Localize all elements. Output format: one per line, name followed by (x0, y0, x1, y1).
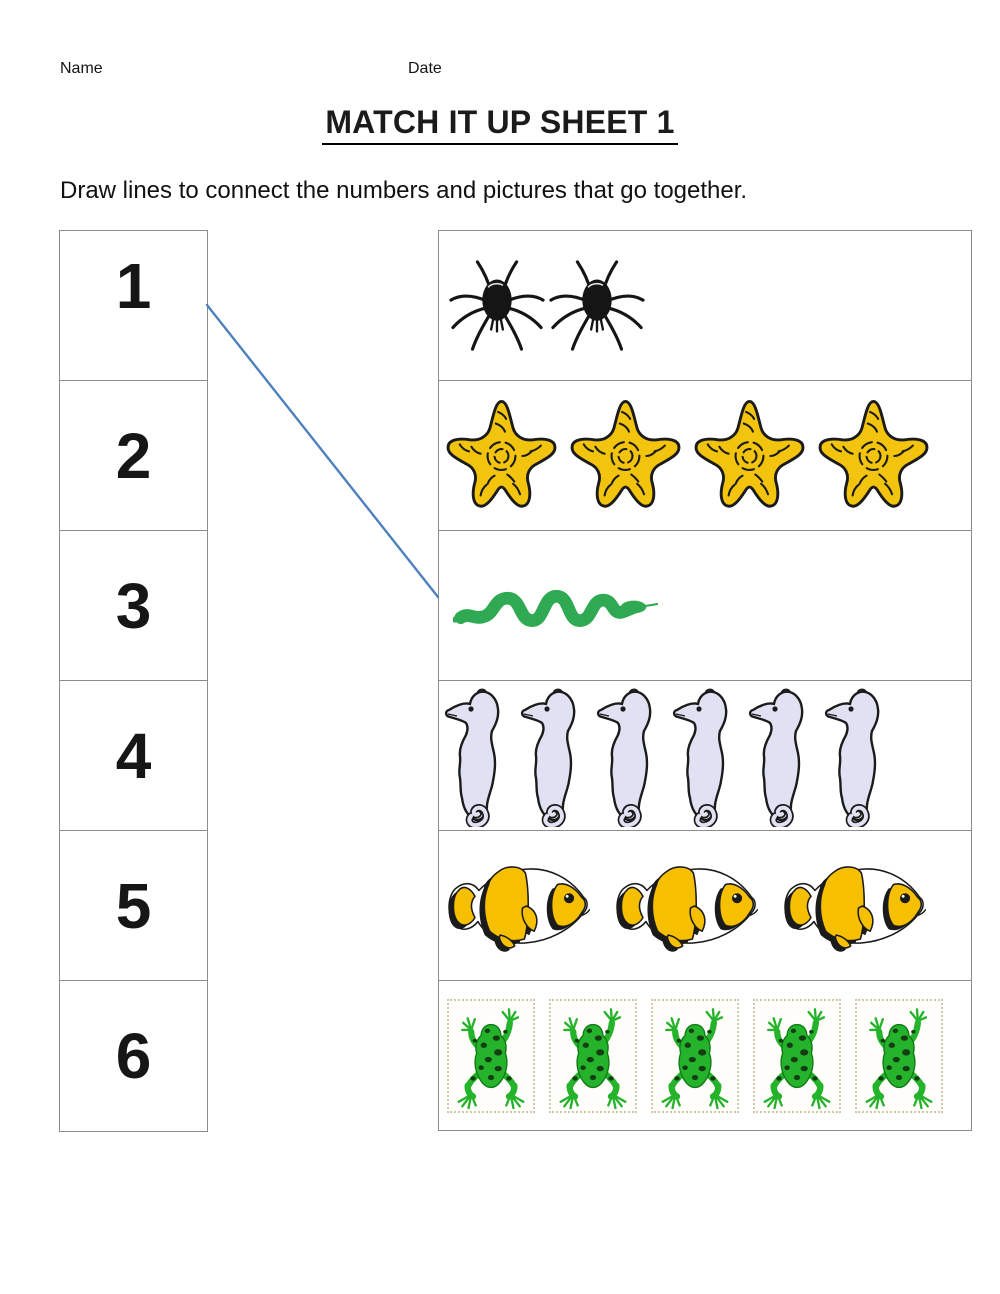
frog-icon (447, 999, 535, 1113)
picture-row-starfish[interactable] (439, 381, 971, 531)
seahorse-icon (745, 685, 821, 827)
numbers-column (59, 230, 208, 1132)
picture-row-snake[interactable] (439, 531, 971, 681)
spider-icon (547, 257, 647, 355)
example-match-line (207, 305, 438, 597)
frog-icon (855, 999, 943, 1113)
number-label: 3 (115, 569, 152, 642)
snake-icon (453, 576, 658, 636)
name-label: Name (60, 60, 103, 77)
number-label: 6 (115, 1020, 152, 1092)
starfish-icon (565, 398, 686, 514)
clownfish-icon (443, 856, 603, 956)
number-label: 5 (115, 869, 152, 942)
picture-row-frog[interactable] (439, 981, 971, 1131)
seahorse-icon (593, 685, 669, 827)
number-label: 1 (115, 249, 152, 322)
page-title: MATCH IT UP SHEET 1 (322, 104, 677, 145)
title-row (0, 104, 1000, 145)
number-cell-5[interactable] (60, 831, 207, 981)
number-cell-4[interactable] (60, 681, 207, 831)
pictures-column (438, 230, 972, 1131)
clownfish-icon (779, 856, 939, 956)
starfish-icon (441, 398, 562, 514)
spider-icon (447, 257, 547, 355)
number-label: 2 (115, 419, 152, 492)
seahorse-icon (669, 685, 745, 827)
frog-icon (549, 999, 637, 1113)
instruction-text: Draw lines to connect the numbers and pictures that go together. (60, 177, 748, 204)
starfish-icon (689, 398, 810, 514)
number-cell-6[interactable] (60, 981, 207, 1131)
date-label: Date (408, 60, 442, 77)
frog-icon (753, 999, 841, 1113)
clownfish-icon (611, 856, 771, 956)
seahorse-icon (821, 685, 897, 827)
picture-row-clownfish[interactable] (439, 831, 971, 981)
picture-row-seahorse[interactable] (439, 681, 971, 831)
picture-row-spider[interactable] (439, 231, 971, 381)
frog-icon (651, 999, 739, 1113)
seahorse-icon (441, 685, 517, 827)
number-cell-3[interactable] (60, 531, 207, 681)
number-cell-2[interactable] (60, 381, 207, 531)
starfish-icon (813, 398, 934, 514)
number-cell-1[interactable] (60, 231, 207, 381)
number-label: 4 (115, 719, 152, 792)
seahorse-icon (517, 685, 593, 827)
